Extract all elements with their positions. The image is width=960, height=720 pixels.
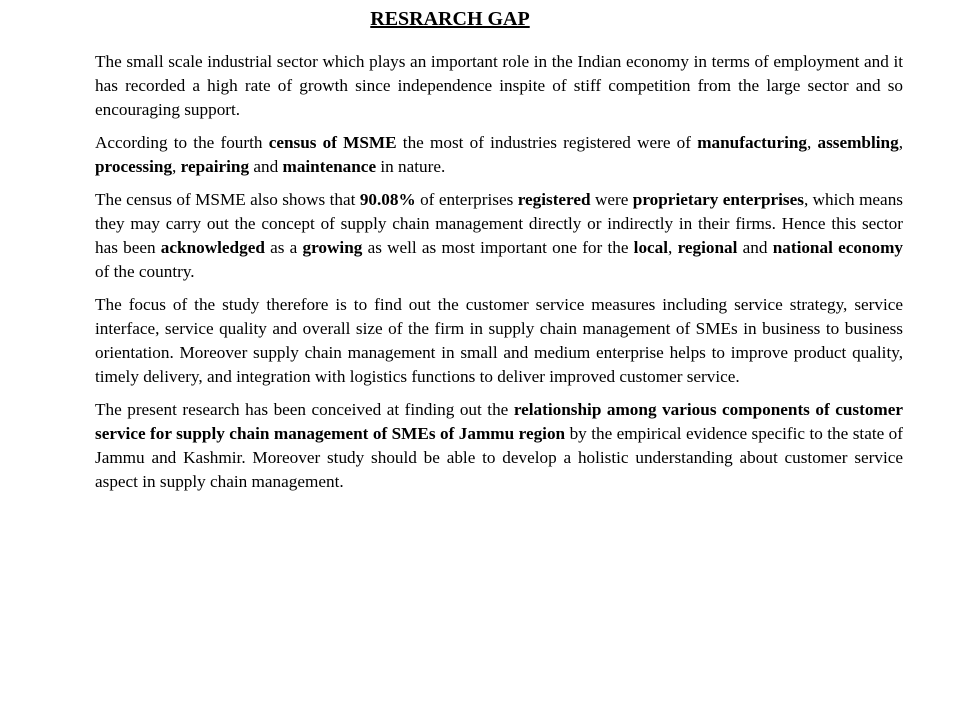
text-segment: , which means they may carry out the concept of supply chain management directly or indirectly in their firms. Hence this sector has been	[95, 190, 903, 257]
bold-text-segment: regional	[677, 238, 738, 257]
bold-text-segment: maintenance	[282, 157, 377, 176]
text-segment: by the empirical evidence specific to the state of Jammu and Kashmir. Moreover study should be able to develop a holistic understanding about customer service aspect in supply chain management.	[95, 424, 903, 491]
text-segment: were	[590, 190, 633, 209]
text-segment: The focus of the study therefore is to find out the customer service measures including service strategy, service interface, service quality and overall size of the firm in supply chain management of SMEs in business to business orientation. Moreover supply chain management in small and medium enterprise helps to improve product quality, timely delivery, and integration with logistics functions to deliver improved customer service.	[95, 295, 903, 386]
slide-title: RESRARCH GAP	[370, 8, 530, 30]
bold-text-segment: repairing	[180, 157, 250, 176]
text-segment: The small scale industrial sector which plays an important role in the Indian economy in terms of employment and it has recorded a high rate of growth since independence inspite of stiff competition from the large sector and so encouraging support.	[95, 52, 903, 119]
text-segment: ,	[807, 133, 818, 152]
paragraph-4	[95, 293, 903, 389]
bold-text-segment: growing	[302, 238, 363, 257]
bold-text-segment: local	[633, 238, 669, 257]
bold-text-segment: assembling	[817, 133, 899, 152]
text-segment: ,	[668, 238, 678, 257]
text-segment: as well as most important one for the	[362, 238, 634, 257]
text-segment: and	[737, 238, 773, 257]
bold-text-segment: acknowledged	[160, 238, 265, 257]
text-segment: of enterprises	[415, 190, 518, 209]
bold-text-segment: manufacturing	[697, 133, 808, 152]
paragraph-1	[95, 50, 903, 122]
paragraph-3	[95, 188, 903, 284]
text-segment: According to the fourth	[95, 133, 269, 152]
text-segment: ,	[898, 133, 903, 152]
paragraph-2	[95, 131, 903, 179]
text-segment: of the country.	[95, 262, 195, 281]
text-segment: as a	[264, 238, 303, 257]
bold-text-segment: 90.08%	[359, 190, 416, 209]
text-segment: the most of industries registered were of	[396, 133, 698, 152]
text-segment: The census of MSME also shows that	[95, 190, 360, 209]
bold-text-segment: registered	[517, 190, 591, 209]
bold-text-segment: processing	[95, 157, 173, 176]
paragraph-5	[95, 398, 903, 494]
bold-text-segment: national economy	[772, 238, 903, 257]
bold-text-segment: proprietary enterprises	[632, 190, 804, 209]
bold-text-segment: census of MSME	[268, 133, 397, 152]
text-segment: and	[249, 157, 283, 176]
slide-body	[95, 50, 903, 503]
text-segment: in nature.	[376, 157, 446, 176]
text-segment: The present research has been conceived at finding out the	[95, 400, 514, 419]
bold-text-segment: relationship among various components of customer service for supply chain management of SMEs of Jammu region	[95, 400, 903, 443]
text-segment: ,	[172, 157, 181, 176]
